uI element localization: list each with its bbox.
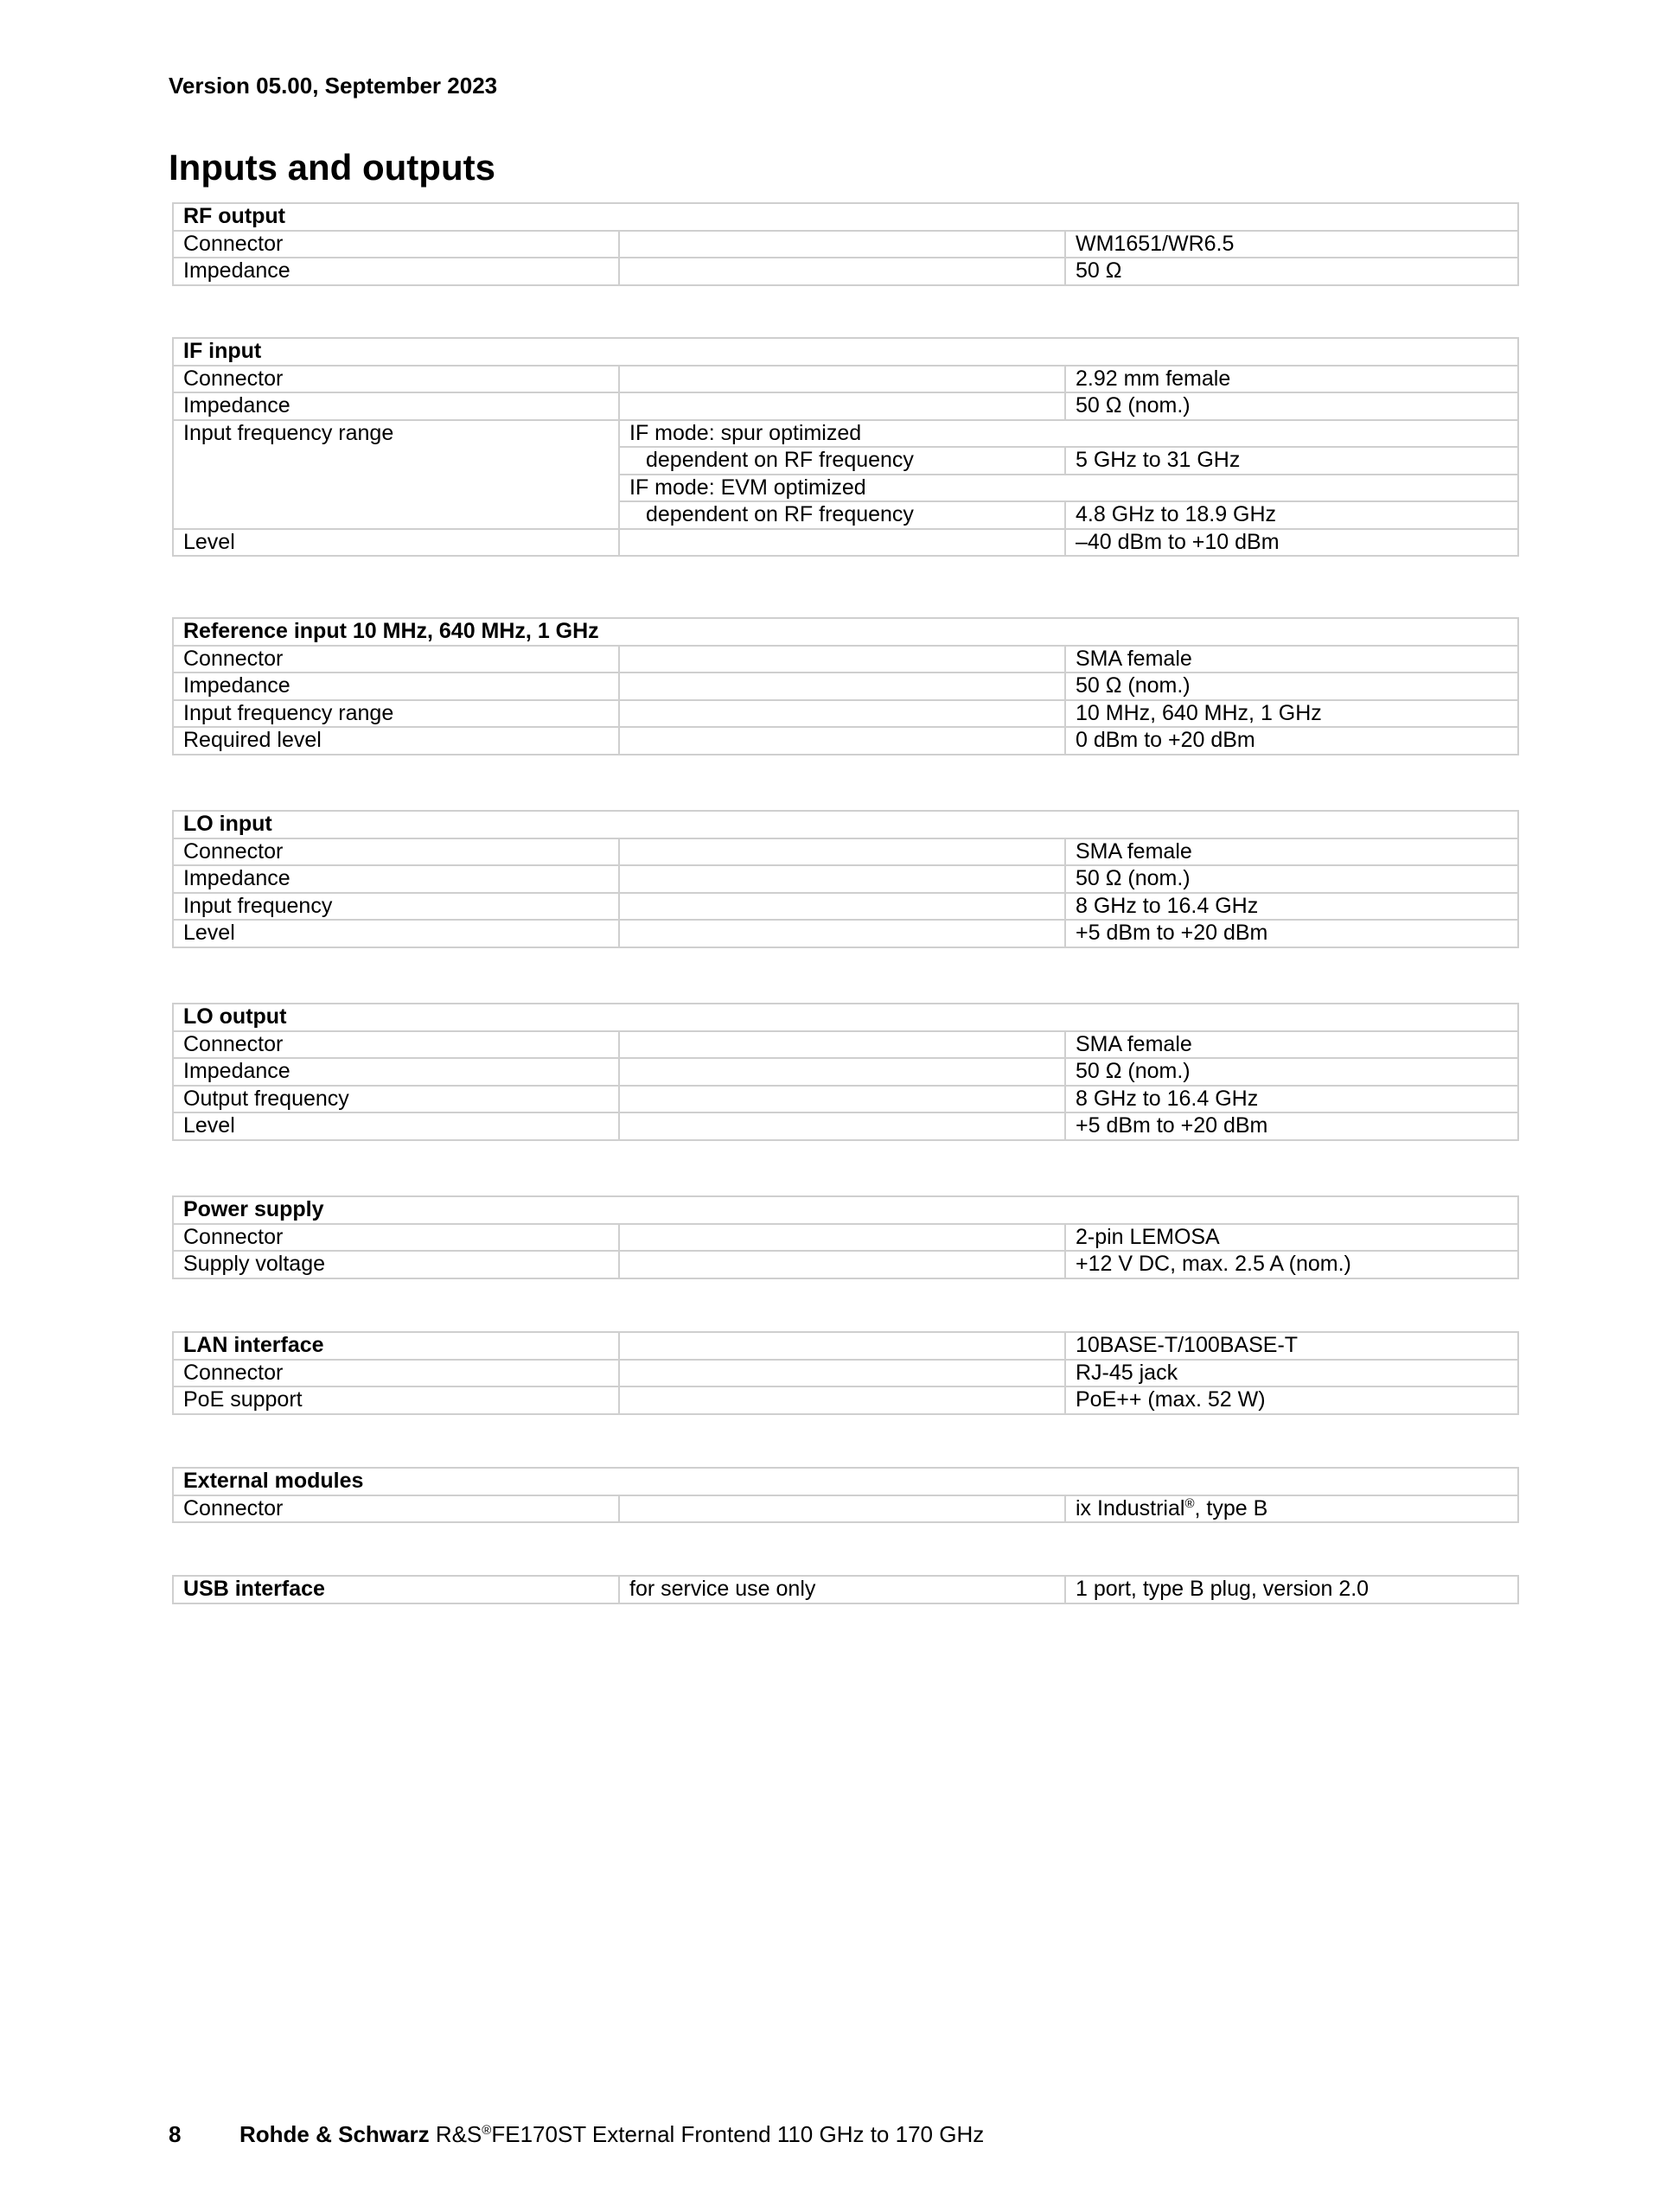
table-header-row (173, 338, 1518, 366)
table-row (173, 1251, 1518, 1278)
row-condition: for service use only (619, 1576, 1065, 1603)
row-condition (619, 1086, 1065, 1113)
table-row (173, 893, 1518, 921)
table-row (173, 366, 1518, 393)
row-label: Connector (173, 1224, 619, 1252)
row-label: Input frequency (173, 893, 619, 921)
table-row (173, 258, 1518, 285)
table-row (173, 1031, 1518, 1059)
row-condition: IF mode: spur optimized (619, 420, 1518, 448)
row-value: RJ-45 jack (1065, 1360, 1518, 1387)
section-title: USB interface (173, 1576, 619, 1603)
row-label: Connector (173, 646, 619, 673)
row-label: Input frequency range (173, 420, 619, 529)
table-row (173, 727, 1518, 755)
section-title: Power supply (173, 1196, 1518, 1224)
table-row (173, 673, 1518, 700)
row-label: Output frequency (173, 1086, 619, 1113)
row-label: PoE support (173, 1386, 619, 1414)
row-label: Impedance (173, 392, 619, 420)
table-header-row (173, 618, 1518, 646)
registered-mark: ® (482, 2123, 492, 2138)
row-condition (619, 865, 1065, 893)
row-value: 50 Ω (nom.) (1065, 865, 1518, 893)
row-condition (619, 700, 1065, 728)
row-condition: IF mode: EVM optimized (619, 475, 1518, 502)
row-condition (619, 893, 1065, 921)
row-condition: dependent on RF frequency (619, 447, 1065, 475)
row-label: Connector (173, 1031, 619, 1059)
row-value: SMA female (1065, 1031, 1518, 1059)
section-title: RF output (173, 203, 1518, 231)
row-condition (619, 920, 1065, 947)
row-condition (619, 529, 1065, 557)
table-row (173, 920, 1518, 947)
table-row (173, 1360, 1518, 1387)
section-title: Reference input 10 MHz, 640 MHz, 1 GHz (173, 618, 1518, 646)
row-label: Required level (173, 727, 619, 755)
row-condition: dependent on RF frequency (619, 501, 1065, 529)
row-value: 10 MHz, 640 MHz, 1 GHz (1065, 700, 1518, 728)
row-condition (619, 231, 1065, 258)
row-value: 5 GHz to 31 GHz (1065, 447, 1518, 475)
value-rest: , type B (1194, 1495, 1268, 1520)
lo-output-table (172, 1003, 1519, 1141)
lan-interface-table (172, 1331, 1519, 1415)
table-row (173, 1112, 1518, 1140)
table-header-row (173, 203, 1518, 231)
row-value: 8 GHz to 16.4 GHz (1065, 893, 1518, 921)
row-value: 50 Ω (nom.) (1065, 392, 1518, 420)
table-header-row (173, 1004, 1518, 1031)
row-value: 1 port, type B plug, version 2.0 (1065, 1576, 1518, 1603)
row-label: Level (173, 1112, 619, 1140)
table-header-row (173, 811, 1518, 838)
footer-product-name: FE170ST External Frontend 110 GHz to 170 GHz (491, 2121, 985, 2147)
row-condition (619, 1360, 1065, 1387)
row-condition (619, 1224, 1065, 1252)
row-value: 50 Ω (1065, 258, 1518, 285)
row-label: Connector (173, 1360, 619, 1387)
table-row (173, 529, 1518, 557)
lo-input-table (172, 810, 1519, 948)
table-row (173, 646, 1518, 673)
row-label: Impedance (173, 673, 619, 700)
row-condition (619, 646, 1065, 673)
section-title: External modules (173, 1468, 1518, 1495)
row-condition (619, 673, 1065, 700)
row-condition (619, 1495, 1065, 1523)
table-row (173, 231, 1518, 258)
table-row (173, 700, 1518, 728)
row-value: +5 dBm to +20 dBm (1065, 920, 1518, 947)
row-condition (619, 392, 1065, 420)
table-header-row (173, 1576, 1518, 1603)
power-supply-table (172, 1195, 1519, 1279)
page-footer (169, 2121, 984, 2148)
rf-output-table (172, 202, 1519, 286)
row-label: Level (173, 920, 619, 947)
table-row (173, 1058, 1518, 1086)
footer-product-prefix: R&S (429, 2121, 482, 2147)
row-condition (619, 1112, 1065, 1140)
row-value: +5 dBm to +20 dBm (1065, 1112, 1518, 1140)
row-value: SMA female (1065, 838, 1518, 866)
table-row (173, 838, 1518, 866)
section-title: LAN interface (173, 1332, 619, 1360)
row-value: 50 Ω (nom.) (1065, 673, 1518, 700)
section-title: LO output (173, 1004, 1518, 1031)
row-value: 50 Ω (nom.) (1065, 1058, 1518, 1086)
row-label: Supply voltage (173, 1251, 619, 1278)
row-value: 10BASE-T/100BASE-T (1065, 1332, 1518, 1360)
table-row (173, 1086, 1518, 1113)
row-value: 0 dBm to +20 dBm (1065, 727, 1518, 755)
row-condition (619, 1386, 1065, 1414)
table-header-row (173, 1332, 1518, 1360)
row-value: 2-pin LEMOSA (1065, 1224, 1518, 1252)
table-header-row (173, 1468, 1518, 1495)
row-condition (619, 1058, 1065, 1086)
row-condition (619, 258, 1065, 285)
page-title: Inputs and outputs (169, 147, 495, 188)
row-label: Impedance (173, 865, 619, 893)
section-title: LO input (173, 811, 1518, 838)
section-title: IF input (173, 338, 1518, 366)
row-label: Connector (173, 366, 619, 393)
row-value: +12 V DC, max. 2.5 A (nom.) (1065, 1251, 1518, 1278)
table-row (173, 1224, 1518, 1252)
table-row (173, 1386, 1518, 1414)
row-condition (619, 1031, 1065, 1059)
row-condition (619, 366, 1065, 393)
row-value (1065, 1495, 1518, 1523)
row-label: Impedance (173, 258, 619, 285)
row-value: 4.8 GHz to 18.9 GHz (1065, 501, 1518, 529)
document-version: Version 05.00, September 2023 (169, 73, 498, 99)
row-condition (619, 1251, 1065, 1278)
table-row (173, 865, 1518, 893)
row-condition (619, 1332, 1065, 1360)
footer-brand: Rohde & Schwarz (239, 2121, 430, 2147)
value-main: ix Industrial (1076, 1495, 1185, 1520)
row-value: –40 dBm to +10 dBm (1065, 529, 1518, 557)
table-row (173, 1495, 1518, 1523)
row-value: PoE++ (max. 52 W) (1065, 1386, 1518, 1414)
row-label: Connector (173, 838, 619, 866)
row-condition (619, 838, 1065, 866)
table-header-row (173, 1196, 1518, 1224)
registered-mark: ® (1184, 1495, 1195, 1511)
row-value: 2.92 mm female (1065, 366, 1518, 393)
if-input-table (172, 337, 1519, 557)
table-row (173, 392, 1518, 420)
external-modules-table (172, 1467, 1519, 1523)
row-label: Connector (173, 1495, 619, 1523)
row-value: 8 GHz to 16.4 GHz (1065, 1086, 1518, 1113)
usb-interface-table (172, 1575, 1519, 1604)
row-label: Impedance (173, 1058, 619, 1086)
page-number: 8 (169, 2121, 182, 2147)
row-label: Connector (173, 231, 619, 258)
row-label: Input frequency range (173, 700, 619, 728)
row-value: SMA female (1065, 646, 1518, 673)
table-row (173, 420, 1518, 448)
row-condition (619, 727, 1065, 755)
reference-input-table (172, 617, 1519, 755)
row-value: WM1651/WR6.5 (1065, 231, 1518, 258)
row-label: Level (173, 529, 619, 557)
